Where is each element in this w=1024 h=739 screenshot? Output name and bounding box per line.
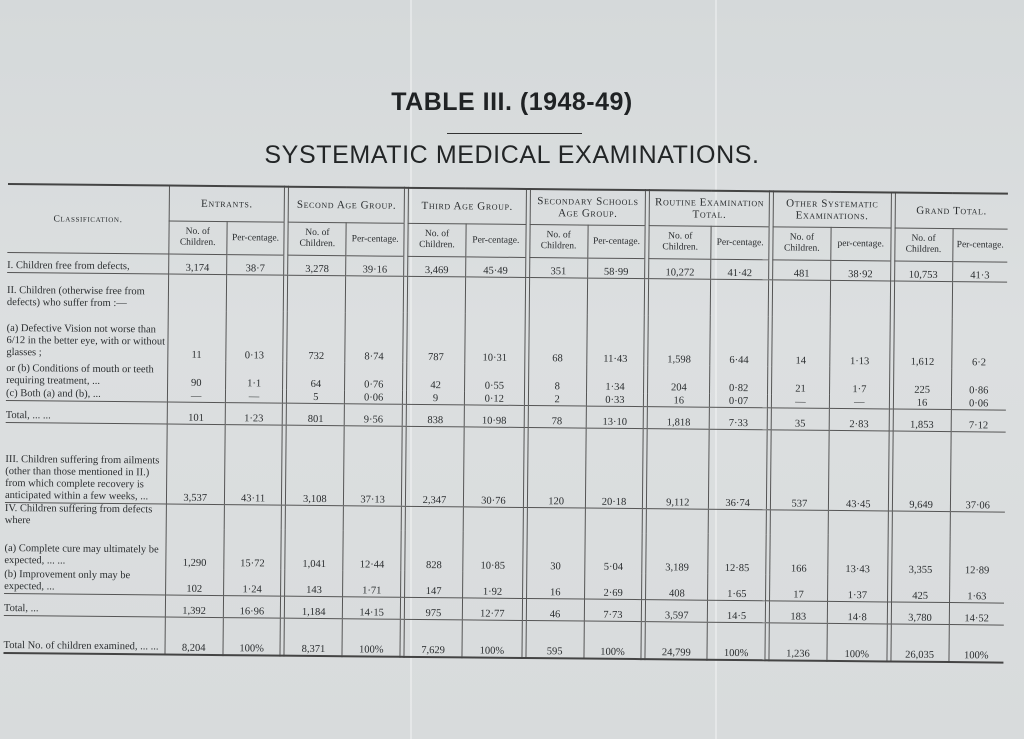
cell-count: 7,629 [404,619,462,658]
header-percentage: per-centage. [831,227,891,261]
cell-percentage: 1·63 [949,576,1004,603]
cell-percentage: 6·2 [951,318,1006,369]
cell-count: 481 [773,260,831,281]
cell-percentage: 2·83 [829,408,889,431]
cell-count: 9 [407,390,465,405]
cell-percentage: 0·12 [464,391,524,406]
cell-count: 17 [770,574,828,601]
row-label: Total, ... ... [6,400,168,424]
cell-count: 11 [168,310,226,361]
cell-percentage: 14·15 [343,596,401,619]
cell-count: 24,799 [645,621,707,660]
row-label: (a) Defective Vision not worse than 6/12 in the better eye, with or without glasses ; [6,322,166,358]
cell-percentage: 100% [462,619,522,658]
cell-count: 3,537 [166,424,225,505]
cell-count: 68 [529,314,587,365]
cell-percentage: — [225,389,283,404]
cell-percentage: 100% [584,621,642,660]
cell-percentage: 1·23 [225,403,283,426]
cell-percentage: 1·34 [586,364,644,393]
cell-count: 1,818 [648,407,710,430]
cell-count: — [167,388,225,403]
header-no-children: No. of Children. [288,222,346,256]
cell-count: 3,355 [891,536,949,577]
header-no-children: No. of Children. [894,228,952,262]
cell-percentage: 8·74 [345,312,403,363]
cell-percentage: 10·85 [463,531,523,572]
cell-count: 30 [527,532,585,573]
cell-percentage: 14·52 [949,602,1004,625]
cell-count: 1,184 [285,596,343,619]
cell-percentage: 0·55 [464,363,524,392]
header-no-children: No. of Children. [649,226,711,260]
cell-percentage: 6·44 [710,315,768,366]
cell-percentage: 12·77 [462,597,522,620]
header-percentage: Per-centage. [587,225,645,259]
cell-count: 732 [287,311,345,362]
cell-percentage: 12·89 [949,536,1004,577]
header-percentage: Per-centage. [952,229,1007,263]
row-label: (b) Improvement only may be expected, ... [4,568,131,592]
cell-count: 1,598 [648,315,710,366]
cell-count: 787 [407,312,465,363]
cell-percentage: 7·12 [951,410,1006,433]
cell-percentage: 14·8 [827,601,887,624]
header-second-age-group: Second Age Group. [289,187,405,224]
cell-percentage: 38·7 [226,255,284,276]
cell-percentage: 14·5 [708,600,766,623]
cell-percentage: 43·45 [828,430,889,511]
header-other-systematic: Other Systematic Examinations. [773,191,891,228]
row-label: II. Children (otherwise free from defects) who suffer from :— [6,284,145,309]
cell-percentage: 0·07 [710,393,768,408]
cell-count: 425 [891,575,949,602]
cell-percentage: 100% [948,624,1003,663]
cell-percentage: 0·76 [345,362,403,391]
cell-count: 408 [646,573,708,600]
cell-count: 26,035 [891,623,949,662]
cell-count: 3,278 [288,255,346,276]
cell-percentage: 1·1 [225,361,283,390]
cell-percentage: 0·13 [225,311,283,362]
cell-percentage: 7·73 [584,599,642,622]
cell-count: 120 [527,428,586,509]
cell-count: 3,189 [646,533,708,574]
header-secondary-schools: Secondary Schools Age Group. [530,189,646,226]
cell-count: 166 [770,534,828,575]
cell-count: 1,392 [165,595,223,618]
cell-percentage: 16·96 [223,595,281,618]
cell-percentage: 10·31 [465,313,525,364]
cell-percentage: 45·49 [466,257,526,278]
cell-percentage: 58·99 [587,258,645,279]
cell-percentage: 0·06 [345,390,403,405]
cell-percentage: 2·69 [584,573,642,600]
cell-percentage: 0·82 [710,365,768,394]
cell-count: 16 [648,393,710,408]
cell-percentage: 30·76 [463,427,524,508]
row-ailments [5,422,1006,512]
header-classification: Classification. [7,184,169,254]
row-label: or (b) Conditions of mouth or teeth requiring treatment, ... [6,362,154,387]
cell-count: 2 [528,392,586,407]
header-percentage: Per-centage. [346,223,404,257]
cell-percentage: 11·43 [586,314,644,365]
cell-percentage: 37·06 [950,432,1006,513]
title-divider [447,133,582,134]
header-no-children: No. of Children. [773,227,831,261]
cell-count: 90 [167,360,225,389]
page-subtitle: SYSTEMATIC MEDICAL EXAMINATIONS. [264,141,760,169]
row-label: Total, ... [4,593,166,617]
cell-count: 1,853 [893,409,951,432]
cell-percentage: 1·24 [223,569,281,596]
cell-percentage: 0·86 [951,368,1006,397]
cell-percentage: 10·98 [464,405,524,428]
cell-count: 5 [287,389,345,404]
header-third-age-group: Third Age Group. [408,188,526,225]
cell-count: 102 [165,569,223,596]
cell-count: 16 [526,572,584,599]
cell-percentage: 13·43 [828,535,888,576]
cell-count: 9,649 [892,431,951,512]
cell-percentage: 12·85 [708,534,766,575]
cell-count: — [771,394,829,409]
cell-percentage: 1·71 [343,570,401,597]
cell-count: 801 [287,403,345,426]
cell-count: 3,780 [891,601,949,624]
header-no-children: No. of Children. [408,223,466,257]
cell-count: 21 [772,366,830,395]
cell-count: 828 [405,531,463,572]
cell-count: 8 [528,364,586,393]
cell-count: 2,347 [406,426,465,507]
cell-count: 225 [893,367,951,396]
cell-percentage: 12·44 [343,530,401,571]
cell-percentage: 1·7 [829,366,889,395]
cell-count: 101 [167,402,225,425]
cell-percentage: 100% [707,622,765,661]
cell-percentage: 0·06 [951,396,1006,411]
cell-percentage: 39·16 [346,256,404,277]
header-percentage: Per-centage. [466,224,526,258]
cell-count: 147 [405,571,463,598]
cell-count: 595 [526,620,584,659]
header-entrants: Entrants. [169,186,285,223]
cell-percentage: 9·56 [344,404,402,427]
cell-percentage: 15·72 [223,529,281,570]
cell-percentage: 100% [223,617,281,656]
cell-count: 143 [285,570,343,597]
cell-count: 1,612 [893,317,951,368]
cell-percentage: 13·10 [586,406,644,429]
cell-count: 9,112 [647,429,710,510]
row-label: (a) Complete cure may ultimately be expected, ... ... [4,542,159,567]
header-no-children: No. of Children. [169,221,227,255]
cell-count: 10,272 [649,259,711,280]
cell-percentage: 1·13 [830,316,890,367]
header-grand-total: Grand Total. [895,193,1008,230]
cell-count: 3,469 [408,256,466,277]
cell-percentage: 1·37 [827,575,887,602]
cell-percentage: 36·74 [709,429,768,510]
cell-percentage: 100% [827,623,887,662]
cell-count: 3,597 [646,599,708,622]
cell-count: 1,290 [166,529,224,570]
page-title: TABLE III. (1948-49) [391,88,633,116]
cell-percentage: 37·13 [344,426,403,507]
cell-percentage: 1·65 [708,574,766,601]
cell-count: 64 [287,361,345,390]
cell-percentage: 0·33 [586,392,644,407]
cell-percentage: 100% [342,618,400,657]
row-label: I. Children free from defects, [7,252,168,274]
cell-count: 204 [648,365,710,394]
row-label: (c) Both (a) and (b), ... [5,387,101,400]
cell-count: 975 [404,597,462,620]
row-label: III. Children suffering from ailments (other than those mentioned in II.) from which complete recovery is anticipated within a few weeks, ... [5,422,167,504]
cell-count: 1,041 [285,530,343,571]
cell-count: 537 [770,430,829,511]
cell-count: 14 [772,316,830,367]
cell-count: 78 [528,406,586,429]
header-routine-total: Routine Examination Total. [650,190,770,227]
cell-percentage: 43·11 [224,425,283,506]
cell-count: 183 [769,600,827,623]
cell-count: 35 [771,408,829,431]
header-no-children: No. of Children. [530,225,588,259]
cell-count: 8,204 [165,617,223,656]
cell-count: 46 [526,598,584,621]
cell-percentage: 5·04 [584,533,642,574]
cell-percentage: 41·3 [952,262,1007,283]
header-percentage: Per-centage. [226,222,284,256]
cell-percentage: 41·42 [711,259,769,280]
header-percentage: Per-centage. [711,226,769,260]
cell-count: 8,371 [284,618,342,657]
cell-count: 42 [407,362,465,391]
cell-count: 3,108 [286,425,345,506]
cell-percentage: 38·92 [830,260,890,281]
cell-count: 351 [529,258,587,279]
cell-count: 10,753 [894,261,952,282]
examinations-table [3,183,1007,664]
cell-count: 838 [406,404,464,427]
cell-percentage: 1·92 [463,571,523,598]
cell-count: 1,236 [769,622,827,661]
cell-count: 16 [893,395,951,410]
cell-percentage: 20·18 [585,428,644,509]
cell-count: 3,174 [168,254,226,275]
row-label: IV. Children suffering from defects where [4,502,153,527]
row-label: Total No. of children examined, ... ... [3,639,159,653]
cell-percentage: — [829,394,889,409]
cell-percentage: 7·33 [709,407,767,430]
